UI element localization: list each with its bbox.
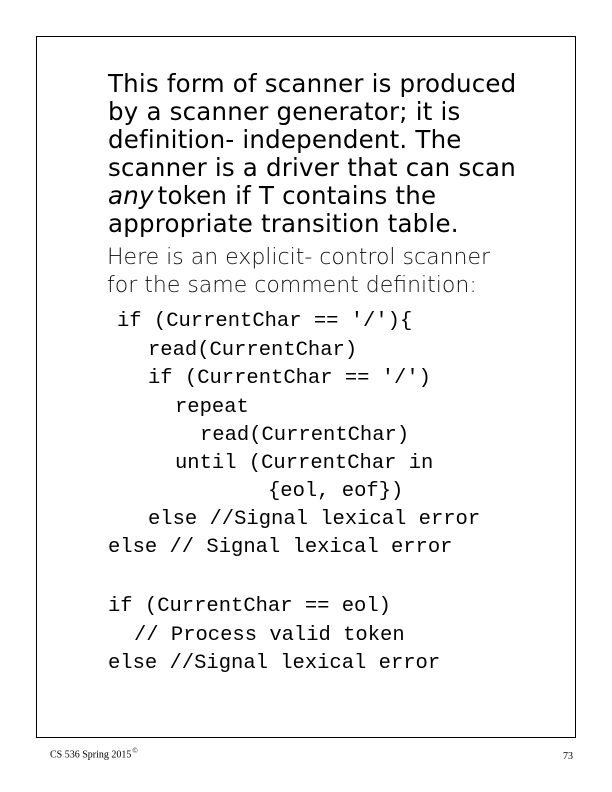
explicit-line-2: for the same comment definition: bbox=[107, 273, 477, 298]
footer-course bbox=[50, 747, 138, 760]
code-line-9: else // Signal lexical error bbox=[108, 536, 453, 559]
intro-paragraph bbox=[108, 70, 548, 238]
code-line-2: read(CurrentChar) bbox=[148, 339, 358, 362]
code-line-5: read(CurrentChar) bbox=[200, 424, 410, 447]
intro-line-6: appropriate transition table. bbox=[108, 209, 459, 238]
explicit-line-1: Here is an explicit- control scanner bbox=[107, 245, 491, 270]
footer-course-text: CS 536 Spring 2015 bbox=[50, 749, 132, 761]
intro-line-5-rest: token if T contains the bbox=[157, 181, 437, 210]
intro-line-3: definition- independent. The bbox=[108, 125, 462, 154]
code-line-12: else //Signal lexical error bbox=[108, 652, 441, 675]
emphasis-any: any bbox=[108, 181, 154, 210]
copyright-symbol: © bbox=[132, 747, 138, 755]
explicit-control-paragraph bbox=[107, 244, 557, 300]
code-line-7: {eol, eof}) bbox=[268, 480, 404, 503]
intro-line-5 bbox=[108, 182, 548, 210]
code-line-6: until (CurrentChar in bbox=[175, 452, 434, 475]
code-line-10: if (CurrentChar == eol) bbox=[108, 595, 391, 618]
intro-line-2: by a scanner generator; it is bbox=[108, 97, 461, 126]
intro-line-1: This form of scanner is produced bbox=[108, 69, 517, 98]
code-line-8: else //Signal lexical error bbox=[148, 508, 481, 531]
code-line-4: repeat bbox=[175, 396, 249, 419]
page-number: 73 bbox=[563, 751, 573, 762]
code-line-11: // Process valid token bbox=[134, 624, 405, 647]
code-line-1: if (CurrentChar == '/'){ bbox=[117, 310, 413, 333]
intro-line-4: scanner is a driver that can scan bbox=[108, 153, 516, 182]
code-line-3: if (CurrentChar == '/') bbox=[148, 367, 431, 390]
